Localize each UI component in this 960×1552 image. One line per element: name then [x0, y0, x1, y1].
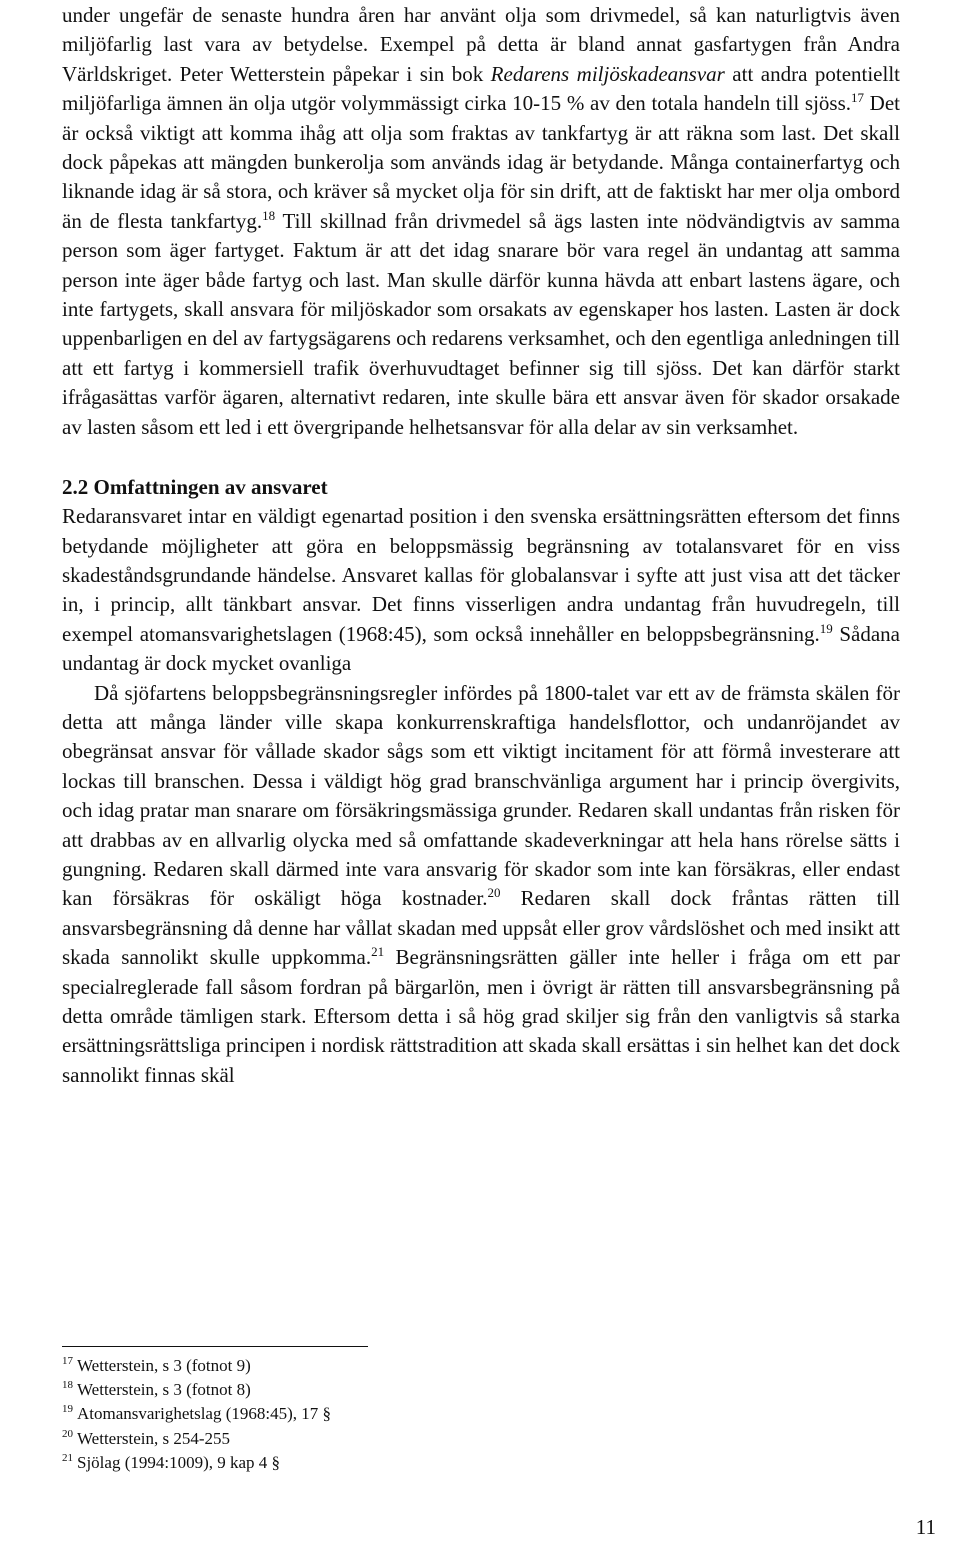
footnote-text: Wetterstein, s 3 (fotnot 9) [77, 1356, 251, 1375]
footnote-item [62, 1354, 862, 1378]
footnote-text: Wetterstein, s 254-255 [77, 1428, 231, 1448]
footnote-text: Atomansvarighetslag (1968:45), 17 § [77, 1404, 332, 1424]
text-run: Begränsningsrätten gäller inte heller i fråga om ett par specialreglerade fall såsom fordran på bärgarlön, men i övrigt är rätten till ansvarsbegränsning på detta område tämligen stark. Eftersom detta i så hög grad skiljer sig från den vanligtvis så starka ersättningsrättsliga principen i nordisk rättstradition att skada skall ersättas i sin helhet kan det dock sannolikt finnas skäl [62, 945, 900, 1087]
text-run: Då sjöfartens beloppsbegränsningsregler infördes på 1800-talet var ett av de främsta skälen för detta att många länder ville skapa konkurrenskraftiga handelsflottor, och undanröjandet av obegränsat ansvar för vållade skador sågs som ett viktigt incitament för att förmå investerare att lockas till branschen. Dessa i väldigt hög grad branschvänliga argument har i princip övergivits, och idag pratar man snarare om försäkringsmässiga grunder. Redaren skall undantas från risken för att drabbas av en allvarlig olycka med så omfattande skadeverkningar att hela hans rörelse sätts i gungning. Redaren skall därmed inte vara ansvarig för skador som inte kan försäkras, eller endast kan försäkras för oskäligt höga kostnader. [62, 680, 900, 911]
section-heading [62, 472, 900, 502]
text-run: Det är också viktigt att komma ihåg att olja som fraktas av tankfartyg är att räkna som last. Det skall dock påpekas att mängden bunkerolja som används idag är betydande. Många containerfartyg och liknande idag är så stora, och kräver så mycket olja för sin drift, att de faktiskt har mer olja ombord än de flesta tankfartyg. [62, 91, 900, 233]
footnote-item [62, 1402, 862, 1426]
paragraph-cargo-liability [62, 1, 900, 442]
text-run: att andra potentiellt miljöfarliga ämnen än olja utgör volymmässigt cirka 10-15 % av den totala handeln till sjöss. [62, 61, 901, 116]
page-body [62, 0, 900, 1090]
footnote-text: Sjölag (1994:1009), 9 kap 4 § [77, 1452, 281, 1472]
footnote-item [62, 1378, 862, 1402]
footnote-divider [62, 1346, 368, 1347]
section-title: Omfattningen av ansvaret [93, 475, 328, 500]
footnote-item [62, 1427, 862, 1451]
footnote-number: 19 [62, 1403, 73, 1416]
footnote-ref-17[interactable]: 17 [851, 90, 865, 106]
footnote-ref-21[interactable]: 21 [371, 944, 385, 960]
paragraph-limitation-rules [62, 679, 900, 1091]
text-run: Till skillnad från drivmedel så ägs lasten inte nödvändigtvis av samma person som äger fartyget. Faktum är att det idag snarare bör vara regel än undantag att samma person inte äger både fartyg och last. Man skulle därför kunna hävda att enbart lastens ägare, och inte fartygets, skall ansvara för miljöskador som orsakats av egenskaper hos lasten. Lasten är dock uppenbarligen en del av fartygsägarens och redarens verksamhet, och den egentliga anledningen till att ett fartyg i kommersiell trafik överhuvudtaget befinner sig till sjöss. Det kan därför starkt ifrågasättas varför ägaren, alternativt redaren, inte skulle bära ett ansvar även för skador orsakade av lasten såsom ett led i ett övergripande helhetsansvar för alla delar av sin verksamhet. [62, 208, 900, 439]
footnote-ref-18[interactable]: 18 [262, 207, 276, 223]
footnotes [62, 1354, 862, 1475]
footnote-item [62, 1451, 862, 1475]
paragraph-global-liability [62, 502, 900, 678]
footnote-number: 18 [62, 1379, 73, 1392]
section-number: 2.2 [62, 475, 89, 500]
footnote-number: 20 [62, 1427, 73, 1440]
footnote-number: 17 [62, 1355, 73, 1367]
text-run: Redaren skall dock fråntas rätten till ansvarsbegränsning då denne har vållat skadan med uppsåt eller grov vårdslöshet och med insikt att skada sannolikt skulle uppkomma. [62, 886, 900, 970]
footnote-ref-20[interactable]: 20 [487, 885, 501, 901]
book-title: Redarens miljöskadeansvar [490, 61, 725, 86]
text-run: Sådana undantag är dock mycket ovanliga [62, 621, 900, 676]
footnote-text: Wetterstein, s 3 (fotnot 8) [77, 1380, 251, 1400]
page-number: 11 [915, 1515, 936, 1539]
footnote-number: 21 [62, 1451, 73, 1464]
text-run: Redaransvaret intar en väldigt egenartad position i den svenska ersättningsrätten eftersom det finns betydande möjligheter att göra en beloppsmässig begränsning av totalansvaret för en viss skadeståndsgrundande händelse. Ansvaret kallas för globalansvar i syfte att just visa att det täcker in, i princip, allt tänkbart ansvar. Det finns visserligen andra undantag från huvudregeln, till exempel atomansvarighetslagen (1968:45), som också innehåller en beloppsbegränsning. [62, 504, 900, 646]
text-run: under ungefär de senaste hundra åren har använt olja som drivmedel, så kan naturligtvis även miljöfarlig last vara av betydelse. Exempel på detta är bland annat gasfartygen från Andra Världskriget. Peter Wetterstein påpekar i sin bok [62, 3, 900, 86]
footnote-ref-19[interactable]: 19 [819, 620, 833, 636]
